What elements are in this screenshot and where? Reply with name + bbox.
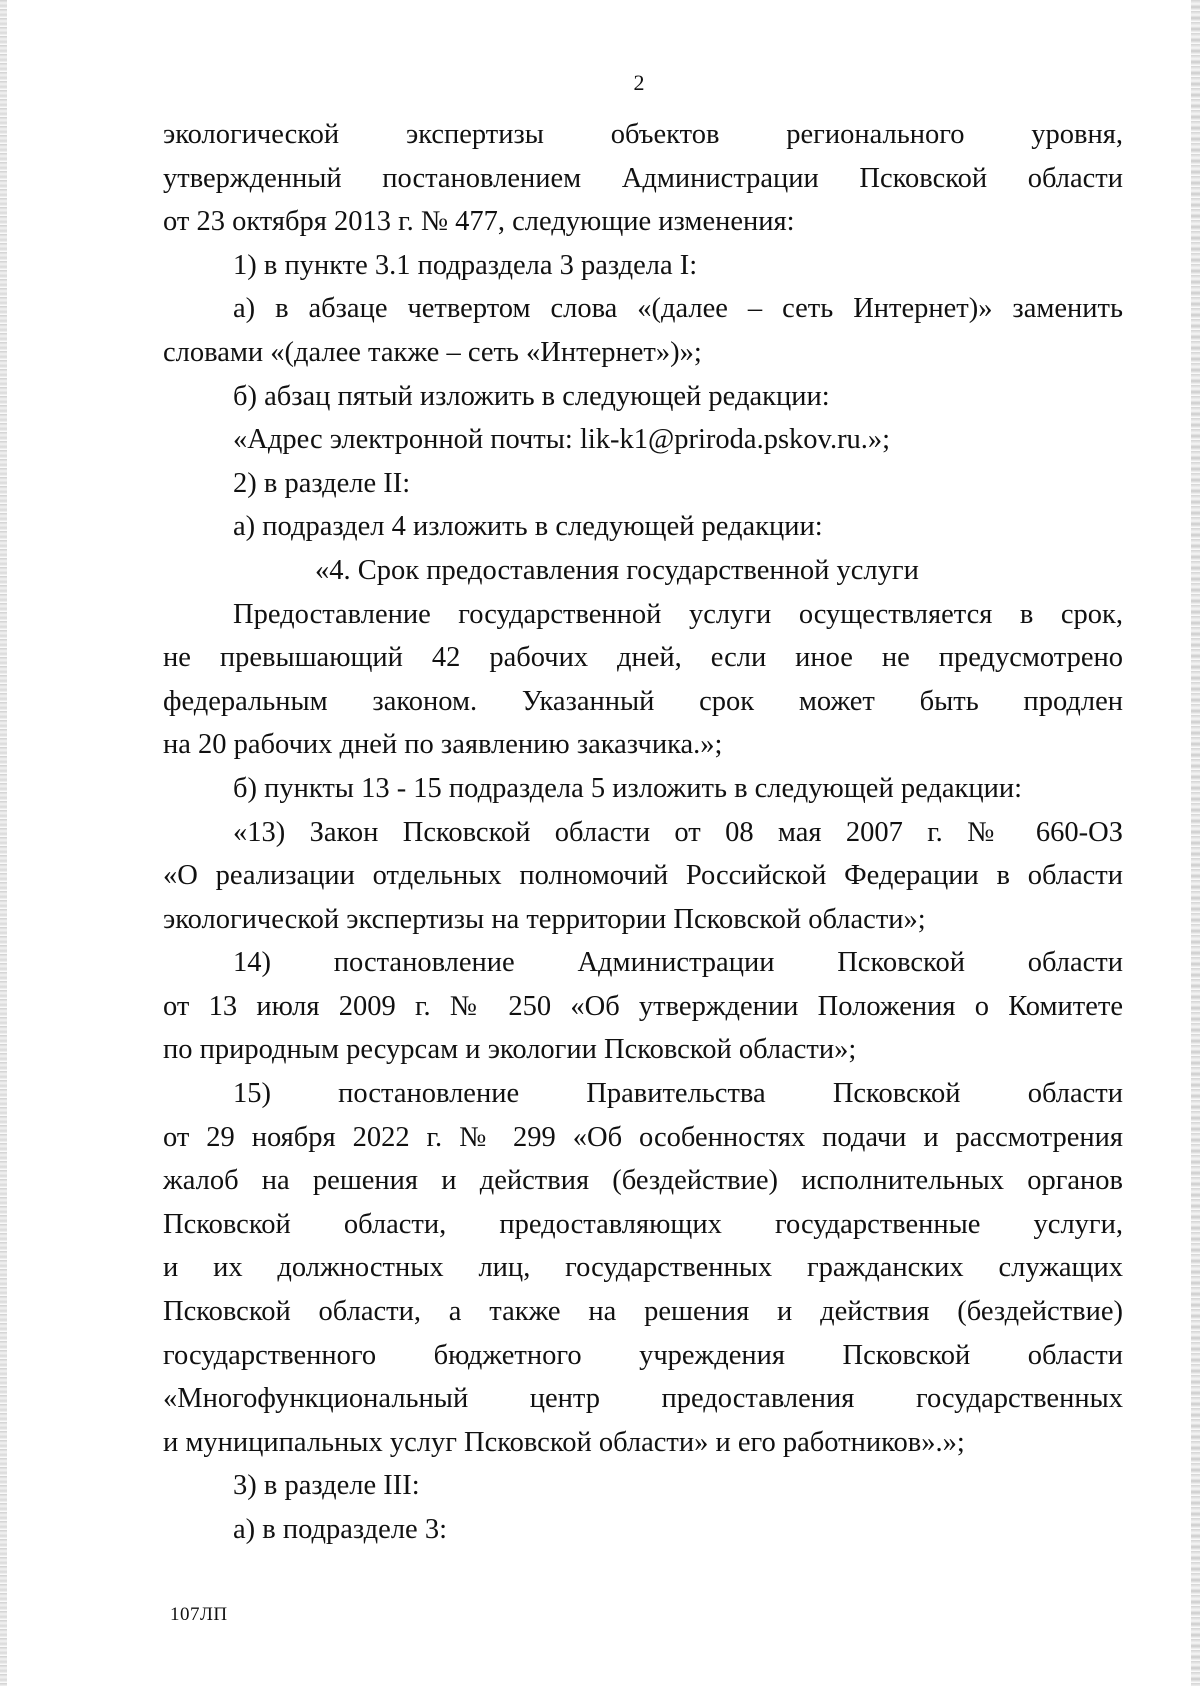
text-line: б) абзац пятый изложить в следующей редакции: [233, 380, 830, 412]
text-line: б) пункты 13 - 15 подраздела 5 изложить в следующей редакции: [233, 772, 1023, 804]
text-line: а) подраздел 4 изложить в следующей редакции: [233, 511, 823, 543]
text-line: «Многофункциональный центр предоставления государственных [163, 1383, 1123, 1415]
text-line: Псковской области, а также на решения и действия (бездействие) [163, 1296, 1123, 1328]
text-line: от 29 ноября 2022 г. № 299 «Об особенностях подачи и рассмотрения [163, 1121, 1123, 1153]
text-line: от 23 октября 2013 г. № 477, следующие изменения: [163, 206, 795, 238]
text-line: 14) постановление Администрации Псковской области [233, 947, 1123, 979]
text-line: а) в подразделе 3: [233, 1514, 447, 1545]
text-line: и их должностных лиц, государственных гражданских служащих [163, 1252, 1123, 1284]
text-line: 15) постановление Правительства Псковской области [233, 1078, 1123, 1110]
document-body [163, 113, 1123, 1552]
document-code: 107ЛП [170, 1604, 228, 1625]
text-line: от 13 июля 2009 г. № 250 «Об утверждении Положения о Комитете [163, 990, 1123, 1022]
text-line: Псковской области, предоставляющих государственные услуги, [163, 1208, 1123, 1240]
text-line: государственного бюджетного учреждения Псковской области [163, 1339, 1123, 1371]
scan-edge-left [0, 0, 7, 1686]
text-line: на 20 рабочих дней по заявлению заказчика.»; [163, 729, 723, 761]
text-line: 1) в пункте 3.1 подраздела 3 раздела I: [233, 249, 698, 281]
page-number: 2 [633, 70, 645, 95]
text-line: по природным ресурсам и экологии Псковской области»; [163, 1034, 857, 1066]
section-heading: «4. Срок предоставления государственной услуги [315, 554, 919, 586]
text-line: «О реализации отдельных полномочий Российской Федерации в области [163, 860, 1123, 892]
text-line: а) в абзаце четвертом слова «(далее – сеть Интернет)» заменить [233, 293, 1123, 325]
text-line: 3) в разделе III: [233, 1470, 420, 1502]
text-line: словами «(далее также – сеть «Интернет»)»; [163, 336, 702, 368]
text-line: не превышающий 42 рабочих дней, если иное не предусмотрено [163, 642, 1123, 674]
text-line: утвержденный постановлением Администрации Псковской области [163, 162, 1123, 194]
text-line: «Адрес электронной почты: lik-k1@priroda.pskov.ru.»; [233, 424, 891, 456]
scan-edge-right [1191, 0, 1200, 1686]
text-line: «13) Закон Псковской области от 08 мая 2007 г. № 660-ОЗ [233, 816, 1123, 848]
text-line: Предоставление государственной услуги осуществляется в срок, [233, 598, 1123, 630]
text-line: жалоб на решения и действия (бездействие) исполнительных органов [163, 1165, 1123, 1197]
text-line: и муниципальных услуг Псковской области» и его работников».»; [163, 1426, 965, 1458]
text-line: федеральным законом. Указанный срок может быть продлен [163, 685, 1123, 717]
text-line: экологической экспертизы объектов регионального уровня, [163, 119, 1123, 150]
text-line: экологической экспертизы на территории Псковской области»; [163, 903, 926, 935]
text-line: 2) в разделе II: [233, 467, 411, 499]
